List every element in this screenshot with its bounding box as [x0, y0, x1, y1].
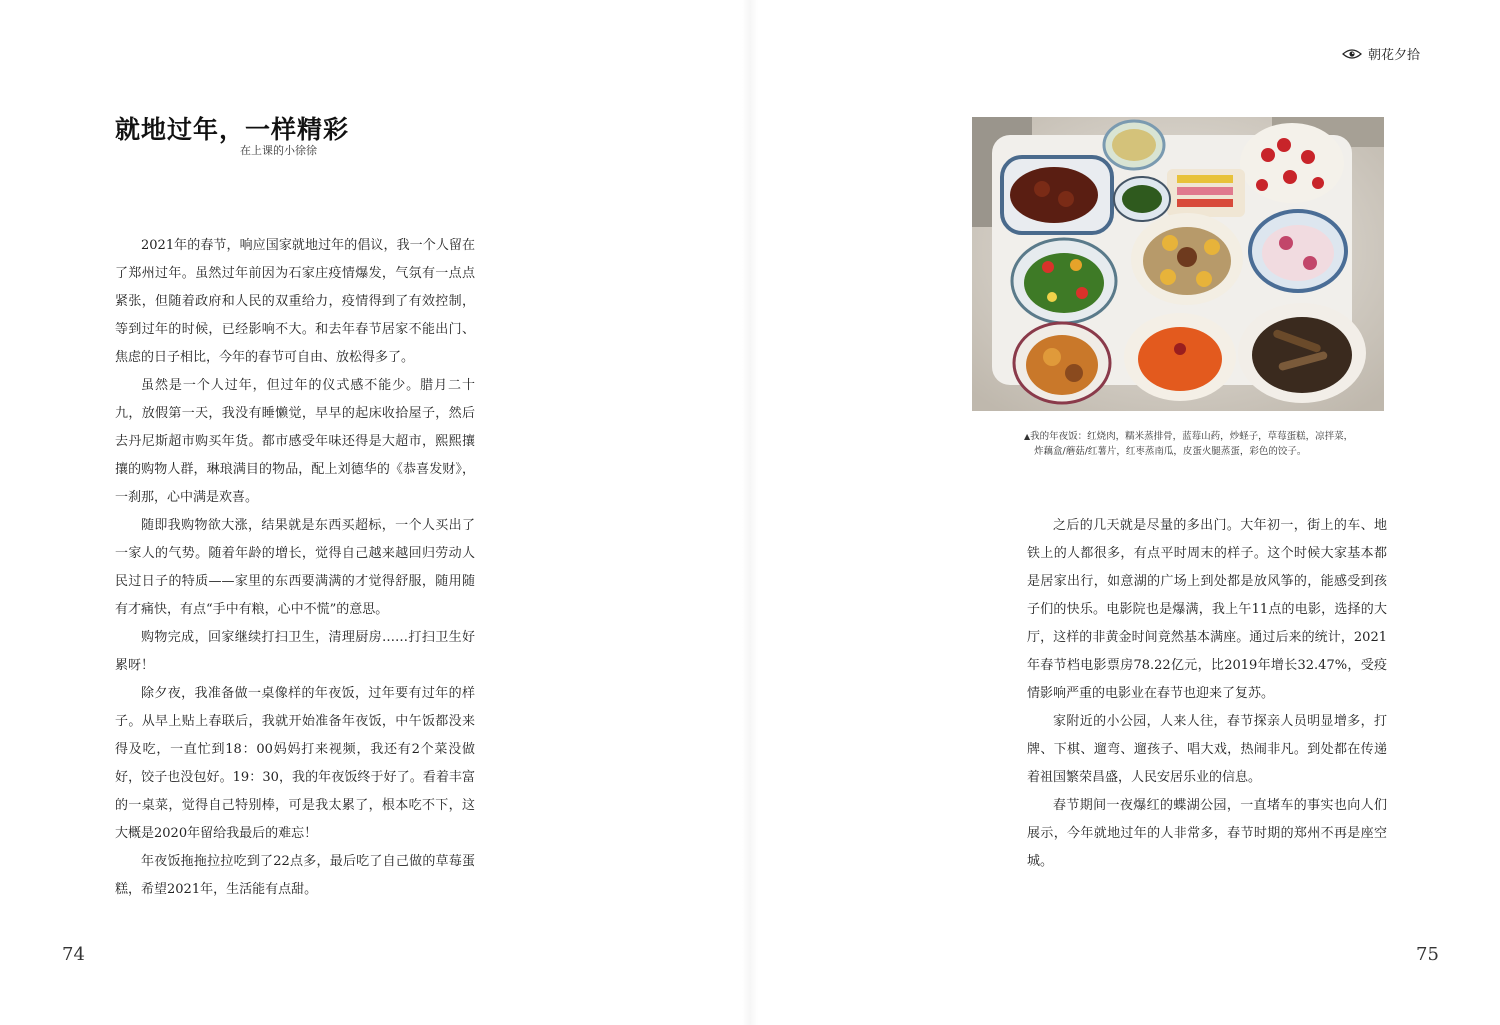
section-header — [1342, 44, 1420, 63]
eye-logo-icon — [1342, 48, 1362, 60]
caption-line — [1024, 429, 1364, 444]
photo-caption — [1024, 429, 1364, 459]
paragraph: 家附近的小公园，人来人往，春节探亲人员明显增多，打牌、下棋、遛弯、遛孩子、唱大戏，热闹非凡。到处都在传递着祖国繁荣昌盛，人民安居乐业的信息。 — [1027, 714, 1387, 785]
paragraph: 2021年的春节，响应国家就地过年的倡议，我一个人留在了郑州过年。虽然过年前因为石家庄疫情爆发，气氛有一点点紧张，但随着政府和人民的双重给力，疫情得到了有效控制，等到过年的时候，已经影响不大。和去年春节居家不能出门、焦虑的日子相比，今年的春节可自由、放松得多了。 — [115, 238, 475, 365]
dinner-photo — [972, 117, 1384, 411]
page-number-left: 74 — [62, 944, 85, 965]
article-author: 在上课的小徐徐 — [240, 144, 317, 157]
book-gutter — [742, 0, 758, 1025]
page-number-right: 75 — [1416, 944, 1439, 965]
paragraph: 年夜饭拖拖拉拉吃到了22点多，最后吃了自己做的草莓蛋糕，希望2021年，生活能有点甜。 — [115, 854, 475, 897]
paragraph: 随即我购物欲大涨，结果就是东西买超标，一个人买出了一家人的气势。随着年龄的增长，觉得自己越来越回归劳动人民过日子的特质——家里的东西要满满的才觉得舒服，随用随有才痛快，有点“手中有粮，心中不慌”的意思。 — [115, 518, 475, 617]
dinner-dishes-illustration — [972, 117, 1384, 411]
right-column — [1027, 512, 1387, 876]
paragraph: 之后的几天就是尽量的多出门。大年初一，街上的车、地铁上的人都很多，有点平时周末的样子。这个时候大家基本都是居家出行，如意湖的广场上到处都是放风筝的，能感受到孩子们的快乐。电影院也是爆满，我上午11点的电影，选择的大厅，这样的非黄金时间竟然基本满座。通过后来的统计，2021年春节档电影票房78.22亿元，比2019年增长32.47%，受疫情影响严重的电影业在春节也迎来了复苏。 — [1027, 518, 1387, 701]
caption-line: 炸藕盒/蘑菇/红薯片，红枣蒸南瓜，皮蛋火腿蒸蛋，彩色的饺子。 — [1034, 446, 1307, 457]
left-column — [115, 232, 475, 904]
article-title: 就地过年，一样精彩 — [115, 115, 350, 144]
caption-marker: ▲ — [1024, 432, 1031, 441]
paragraph: 除夕夜，我准备做一桌像样的年夜饭，过年要有过年的样子。从早上贴上春联后，我就开始准备年夜饭，中午饭都没来得及吃，一直忙到18：00妈妈打来视频，我还有2个菜没做好，饺子也没包好。19：30，我的年夜饭终于好了。看着丰富的一桌菜，觉得自己特别棒，可是我太累了，根本吃不下，这大概是2020年留给我最后的难忘！ — [115, 686, 475, 841]
paragraph: 购物完成，回家继续打扫卫生，清理厨房……打扫卫生好累呀！ — [115, 630, 475, 673]
caption-text: 我的年夜饭：红烧肉，糯米蒸排骨，蓝莓山药，炒蛏子，草莓蛋糕，凉拌菜， — [1030, 431, 1354, 442]
paragraph: 春节期间一夜爆红的蝶湖公园，一直堵车的事实也向人们展示，今年就地过年的人非常多，春节时期的郑州不再是座空城。 — [1027, 798, 1387, 869]
paragraph: 虽然是一个人过年，但过年的仪式感不能少。腊月二十九，放假第一天，我没有睡懒觉，早早的起床收拾屋子，然后去丹尼斯超市购买年货。都市感受年味还得是大超市，熙熙攘攘的购物人群，琳琅满目的物品，配上刘德华的《恭喜发财》，一刹那，心中满是欢喜。 — [115, 378, 475, 505]
section-name: 朝花夕拾 — [1367, 48, 1420, 63]
